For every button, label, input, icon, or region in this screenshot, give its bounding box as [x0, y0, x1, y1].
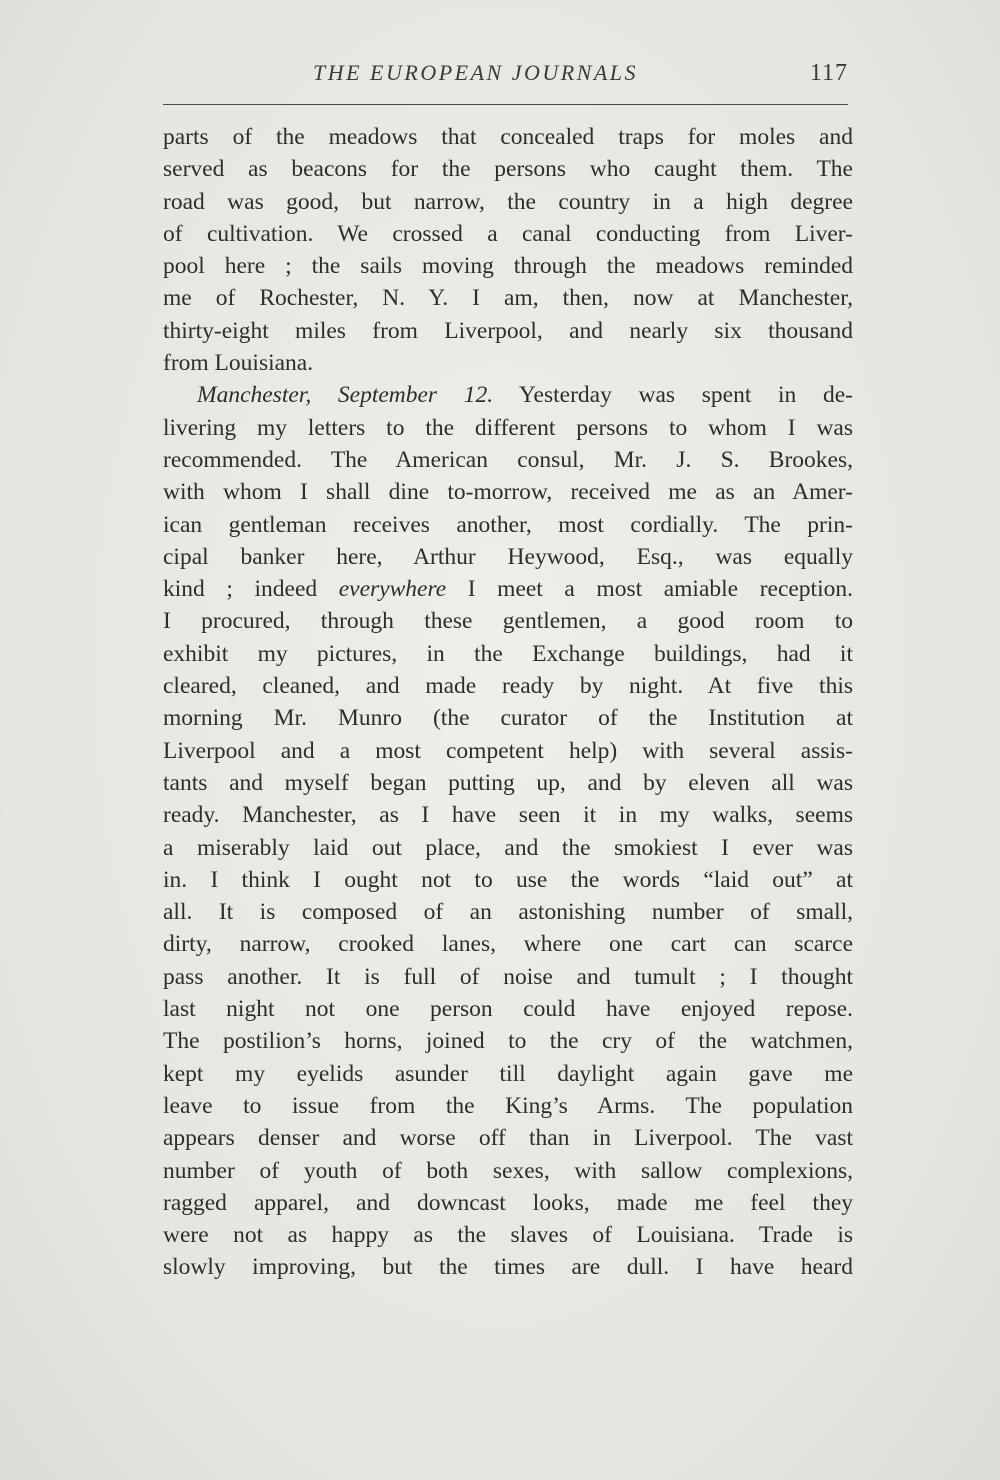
text-line: Liverpool and a most competent help) with several assis- — [163, 737, 853, 764]
page-number: 117 — [809, 60, 848, 86]
text-line: cipal banker here, Arthur Heywood, Esq., was equally — [163, 543, 853, 570]
text-line: all. It is composed of an astonishing number of small, — [163, 899, 853, 926]
text-line: ready. Manchester, as I have seen it in my walks, seems — [163, 802, 853, 829]
text-line: dirty, narrow, crooked lanes, where one cart can scarce — [163, 931, 853, 958]
text-line: kept my eyelids asunder till daylight again gave me — [163, 1060, 853, 1087]
text-line: road was good, but narrow, the country in a high degree — [163, 188, 853, 215]
text-line: ican gentleman receives another, most cordially. The prin- — [163, 511, 853, 538]
text-line: with whom I shall dine to-morrow, received me as an Amer- — [163, 479, 853, 506]
text-line: exhibit my pictures, in the Exchange buildings, had it — [163, 640, 853, 667]
text-line: last night not one person could have enjoyed repose. — [163, 996, 853, 1023]
body-text — [163, 121, 853, 1284]
text-line: pool here ; the sails moving through the meadows reminded — [163, 253, 853, 280]
text-line: slowly improving, but the times are dull. I have heard — [163, 1254, 853, 1281]
text-line: tants and myself began putting up, and by eleven all was — [163, 769, 853, 796]
text-line: number of youth of both sexes, with sallow complexions, — [163, 1157, 853, 1184]
text-line: The postilion’s horns, joined to the cry of the watchmen, — [163, 1028, 853, 1055]
text-line: leave to issue from the King’s Arms. The population — [163, 1092, 853, 1119]
text-line: a miserably laid out place, and the smokiest I ever was — [163, 834, 853, 861]
dateline: Manchester, September 12. — [197, 382, 494, 409]
text-line: in. I think I ought not to use the words “laid out” at — [163, 866, 853, 893]
text-fragment: Yesterday was spent in de- — [493, 382, 853, 409]
text-line: pass another. It is full of noise and tumult ; I thought — [163, 963, 853, 990]
text-line: morning Mr. Munro (the curator of the Institution at — [163, 705, 853, 732]
text-line: recommended. The American consul, Mr. J. S. Brookes, — [163, 446, 853, 473]
emphasis-word: everywhere — [338, 576, 447, 603]
page-header — [163, 58, 848, 98]
text-fragment: I meet a most amiable reception. — [446, 576, 853, 603]
running-head: THE EUROPEAN JOURNALS — [313, 60, 639, 85]
text-line: livering my letters to the different persons to whom I was — [163, 414, 853, 441]
text-line: parts of the meadows that concealed traps for moles and — [163, 124, 853, 150]
text-line: thirty-eight miles from Liverpool, and nearly six thousand — [163, 317, 853, 344]
text-line: from Louisiana. — [163, 350, 314, 377]
dateline-line — [163, 379, 853, 411]
text-line: me of Rochester, N. Y. I am, then, now at Manchester, — [163, 285, 853, 312]
text-line: were not as happy as the slaves of Louisiana. Trade is — [163, 1222, 853, 1249]
text-fragment: kind ; indeed — [163, 576, 339, 603]
text-line: I procured, through these gentlemen, a good room to — [163, 608, 853, 635]
text-line: served as beacons for the persons who caught them. The — [163, 156, 853, 183]
text-line-emphasis — [163, 573, 853, 605]
header-rule — [163, 104, 848, 105]
text-line: cleared, cleaned, and made ready by night. At five this — [163, 673, 853, 700]
text-line: ragged apparel, and downcast looks, made me feel they — [163, 1189, 853, 1216]
text-line: of cultivation. We crossed a canal conducting from Liver- — [163, 220, 853, 247]
text-line: appears denser and worse off than in Liverpool. The vast — [163, 1125, 853, 1152]
